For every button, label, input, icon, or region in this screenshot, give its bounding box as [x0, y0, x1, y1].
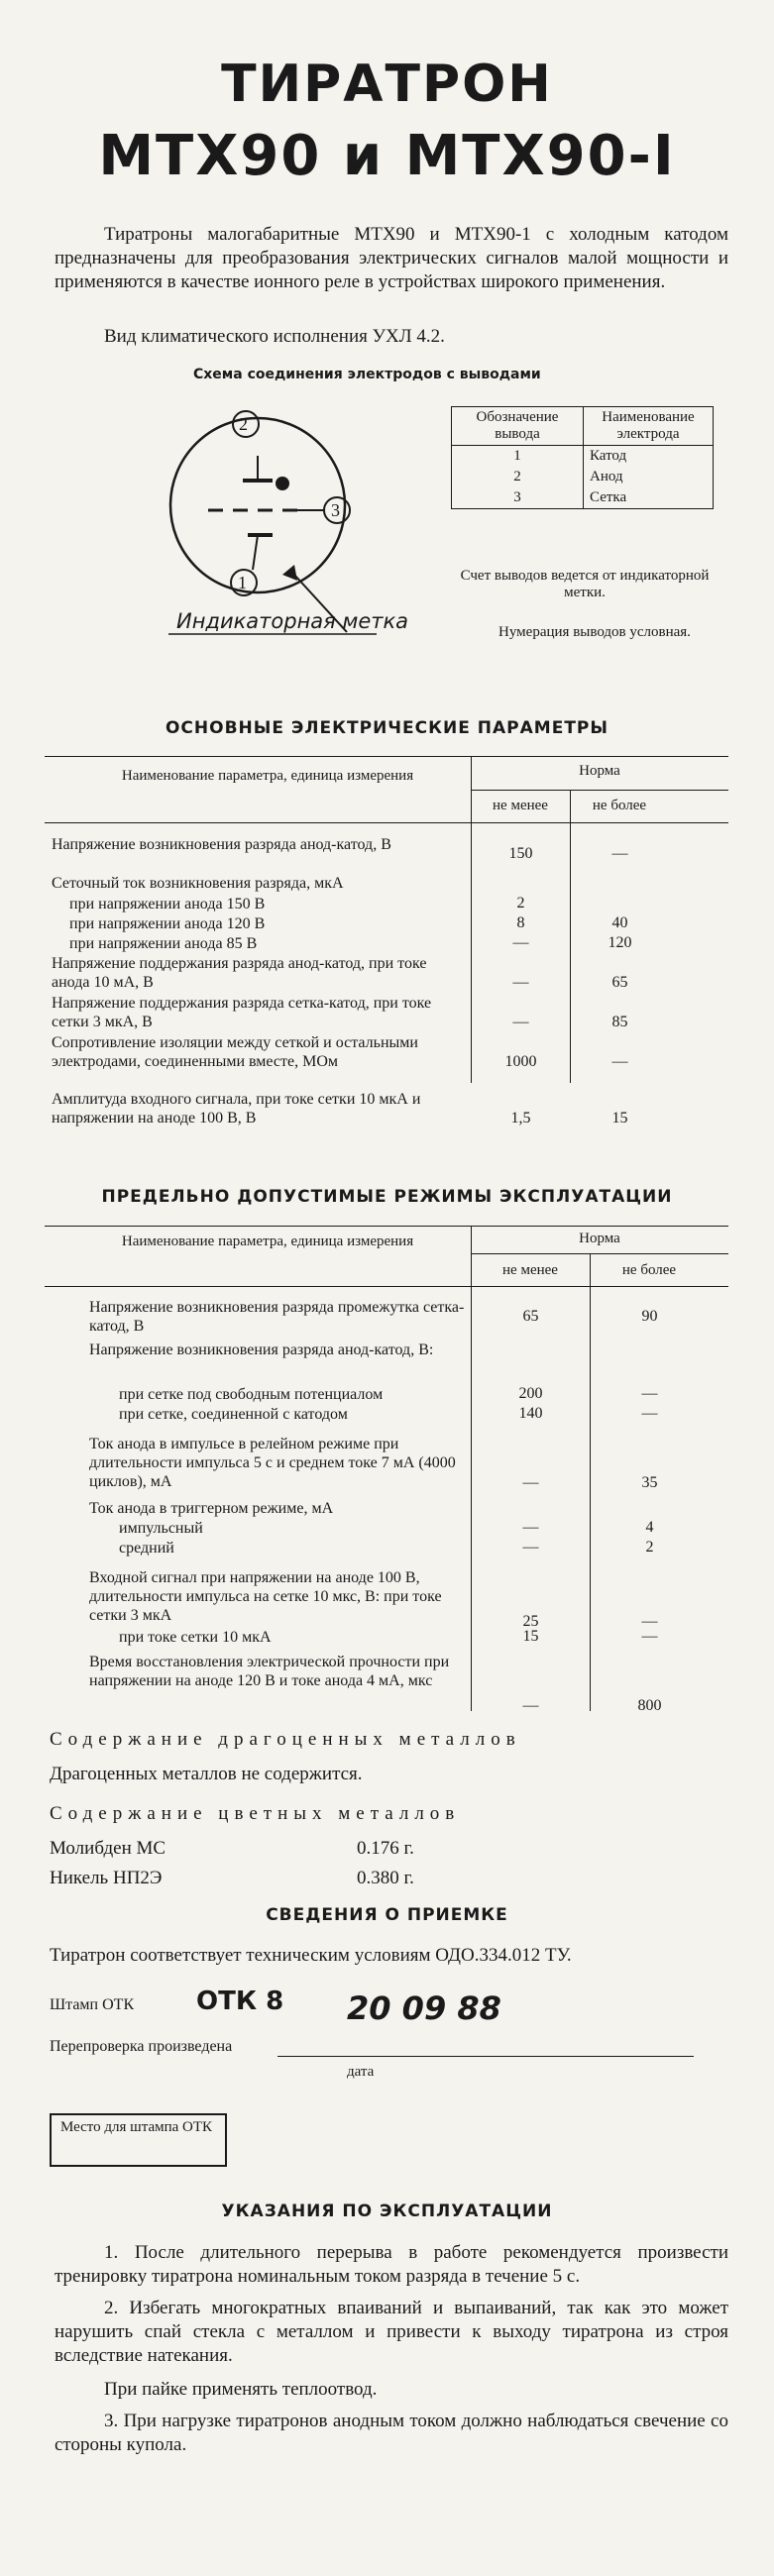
precious-text: Драгоценных металлов не содержится. — [50, 1764, 363, 1784]
param-name: при сетке, соединенной с катодом — [119, 1406, 348, 1423]
usage-item: 3. При нагрузке тиратронов анодным током должно наблюдаться свечение со стороны купола. — [55, 2411, 728, 2455]
param-name: при токе сетки 10 мкА — [119, 1629, 272, 1646]
stamp-date: 20 09 88 — [347, 1989, 501, 2027]
stamp-value: ОТК 8 — [196, 1986, 284, 2016]
param-name: Входной сигнал при напряжении на аноде 100 В, длительности импульса на сетке 10 мкс, В: при токе сетки 3 мкА — [89, 1569, 442, 1624]
pin-table-header-electrode: Наименование электрода — [584, 407, 714, 446]
usage-item: При пайке применять теплоотвод. — [104, 2379, 378, 2400]
stamp-place-label: Место для штампа ОТК — [59, 2119, 213, 2135]
acceptance-title: СВЕДЕНИЯ О ПРИЕМКЕ — [266, 1905, 508, 1925]
param-name: Напряжение возникновения разряда промежутка сетка-катод, В — [89, 1299, 465, 1335]
pin-number: 1 — [452, 446, 584, 468]
params-col-max: не более — [592, 798, 647, 813]
precious-title: Содержание драгоценных металлов — [50, 1729, 521, 1750]
schema-title: Схема соединения электродов с выводами — [193, 367, 541, 382]
param-name: Напряжение возникновения разряда анод-катод, В — [52, 836, 391, 853]
param-min: 200 — [518, 1385, 543, 1402]
pin-label-1: 1 — [238, 573, 247, 592]
param-min: 140 — [518, 1405, 543, 1422]
params-col-name: Наименование параметра, единица измерения — [121, 768, 414, 784]
param-min: 25 — [522, 1613, 539, 1630]
param-max: — — [641, 1628, 658, 1645]
param-name: Напряжение возникновения разряда анод-катод, В: — [89, 1342, 434, 1358]
params-title: ОСНОВНЫЕ ЭЛЕКТРИЧЕСКИЕ ПАРАМЕТРЫ — [165, 718, 608, 738]
param-name: Время восстановления электрической прочности при напряжении на аноде 120 В и токе анода 4 мА, мкс — [89, 1654, 450, 1689]
param-name: при сетке под свободным потенциалом — [119, 1386, 384, 1403]
param-name: при напряжении анода 120 В — [69, 915, 266, 932]
metal-value: 0.176 г. — [357, 1838, 414, 1859]
param-min: — — [512, 974, 529, 991]
param-max: 15 — [611, 1110, 628, 1127]
limits-col-name: Наименование параметра, единица измерения — [121, 1234, 414, 1249]
date-label: дата — [347, 2064, 375, 2080]
param-max: — — [611, 1053, 628, 1070]
params-col-norm: Норма — [579, 763, 620, 779]
param-max: — — [611, 845, 628, 862]
param-max: — — [641, 1613, 658, 1630]
stamp-label: Штамп ОТК — [50, 1996, 135, 2013]
param-min: — — [512, 934, 529, 951]
param-name: Сопротивление изоляции между сеткой и остальными электродами, соединенными вместе, МОм — [52, 1034, 418, 1070]
param-min: 15 — [522, 1628, 539, 1645]
intro-text: Тиратроны малогабаритные МТХ90 и МТХ90-1 с холодным катодом предназначены для преобразования электрических сигналов малой мощности и применяются в качестве ионного реле в устройствах широкого применения. — [55, 224, 728, 292]
param-min: 150 — [508, 845, 533, 862]
param-min: — — [522, 1697, 539, 1714]
electrode-name: Анод — [584, 467, 714, 487]
param-min: — — [522, 1474, 539, 1491]
param-name: Ток анода в импульсе в релейном режиме при длительности импульса 5 с и среднем токе 7 мА (4000 циклов), мА — [89, 1436, 456, 1490]
param-min: — — [512, 1014, 529, 1030]
indicator-mark-label: Индикаторная метка — [176, 609, 409, 633]
electrode-name: Катод — [584, 446, 714, 468]
title-line-1: ТИРАТРОН — [221, 54, 553, 114]
param-name: Ток анода в триггерном режиме, мА — [89, 1500, 334, 1517]
param-name: средний — [119, 1540, 174, 1556]
param-max: 65 — [611, 974, 628, 991]
param-name: при напряжении анода 85 В — [69, 935, 258, 952]
limits-col-max: не более — [621, 1262, 677, 1278]
param-max: 85 — [611, 1014, 628, 1030]
param-max: — — [641, 1385, 658, 1402]
param-max: 35 — [641, 1474, 658, 1491]
param-max: 120 — [608, 934, 632, 951]
recheck-label: Перепроверка произведена — [50, 2038, 233, 2055]
param-max: — — [641, 1405, 658, 1422]
param-min: 2 — [516, 895, 525, 912]
param-name: Амплитуда входного сигнала, при токе сетки 10 мкА и напряжении на аноде 100 В, В — [52, 1091, 421, 1127]
pin-number: 2 — [452, 467, 584, 487]
acceptance-text: Тиратрон соответствует техническим условиям ОДО.334.012 ТУ. — [50, 1945, 572, 1966]
usage-item: 1. После длительного перерыва в работе рекомендуется произвести тренировку тиратрона номинальным током разряда в течение 5 с. — [55, 2242, 728, 2287]
metal-name: Молибден МС — [50, 1838, 166, 1859]
title-line-2: МТХ90 и МТХ90-I — [98, 124, 676, 188]
param-min: — — [522, 1519, 539, 1536]
limits-title: ПРЕДЕЛЬНО ДОПУСТИМЫЕ РЕЖИМЫ ЭКСПЛУАТАЦИИ — [101, 1187, 673, 1207]
param-max: 90 — [641, 1308, 658, 1325]
param-min: 65 — [522, 1308, 539, 1325]
nonferrous-title: Содержание цветных металлов — [50, 1803, 461, 1824]
param-max: 40 — [611, 914, 628, 931]
param-max: 4 — [645, 1519, 654, 1536]
limits-col-norm: Норма — [579, 1231, 620, 1246]
param-name: при напряжении анода 150 В — [69, 896, 266, 912]
param-name: Сеточный ток возникновения разряда, мкА — [52, 875, 344, 892]
electrode-name: Сетка — [584, 487, 714, 509]
param-min: 1000 — [504, 1053, 537, 1070]
param-min: 1,5 — [510, 1110, 531, 1127]
pin-label-3: 3 — [331, 500, 340, 520]
param-max: 2 — [645, 1539, 654, 1556]
params-col-min: не менее — [493, 798, 548, 813]
param-min: 8 — [516, 914, 525, 931]
usage-item: 2. Избегать многократных впаиваний и выпаиваний, так как это может нарушить спай стекла с металлом и привести к выходу тиратрона из строя вследствие натекания. — [55, 2298, 728, 2366]
pin-table-header-pin: Обозначение вывода — [452, 407, 584, 446]
limits-col-min: не менее — [502, 1262, 558, 1278]
climate-text: Вид климатического исполнения УХЛ 4.2. — [104, 326, 445, 347]
param-name: импульсный — [119, 1520, 203, 1537]
param-max: 800 — [637, 1697, 662, 1714]
pin-label-2: 2 — [239, 414, 248, 434]
pin-numbering-note: Нумерация выводов условная. — [498, 624, 691, 640]
pin-table — [451, 406, 714, 509]
param-min: — — [522, 1539, 539, 1556]
pin-number: 3 — [452, 487, 584, 509]
pin-count-note: Счет выводов ведется от индикаторной метки. — [460, 568, 710, 600]
usage-title: УКАЗАНИЯ ПО ЭКСПЛУАТАЦИИ — [221, 2201, 553, 2221]
param-name: Напряжение поддержания разряда сетка-катод, при токе сетки 3 мкА, В — [52, 995, 432, 1030]
metal-name: Никель НП2Э — [50, 1868, 163, 1888]
param-name: Напряжение поддержания разряда анод-катод, при токе анода 10 мА, В — [52, 955, 427, 991]
metal-value: 0.380 г. — [357, 1868, 414, 1888]
